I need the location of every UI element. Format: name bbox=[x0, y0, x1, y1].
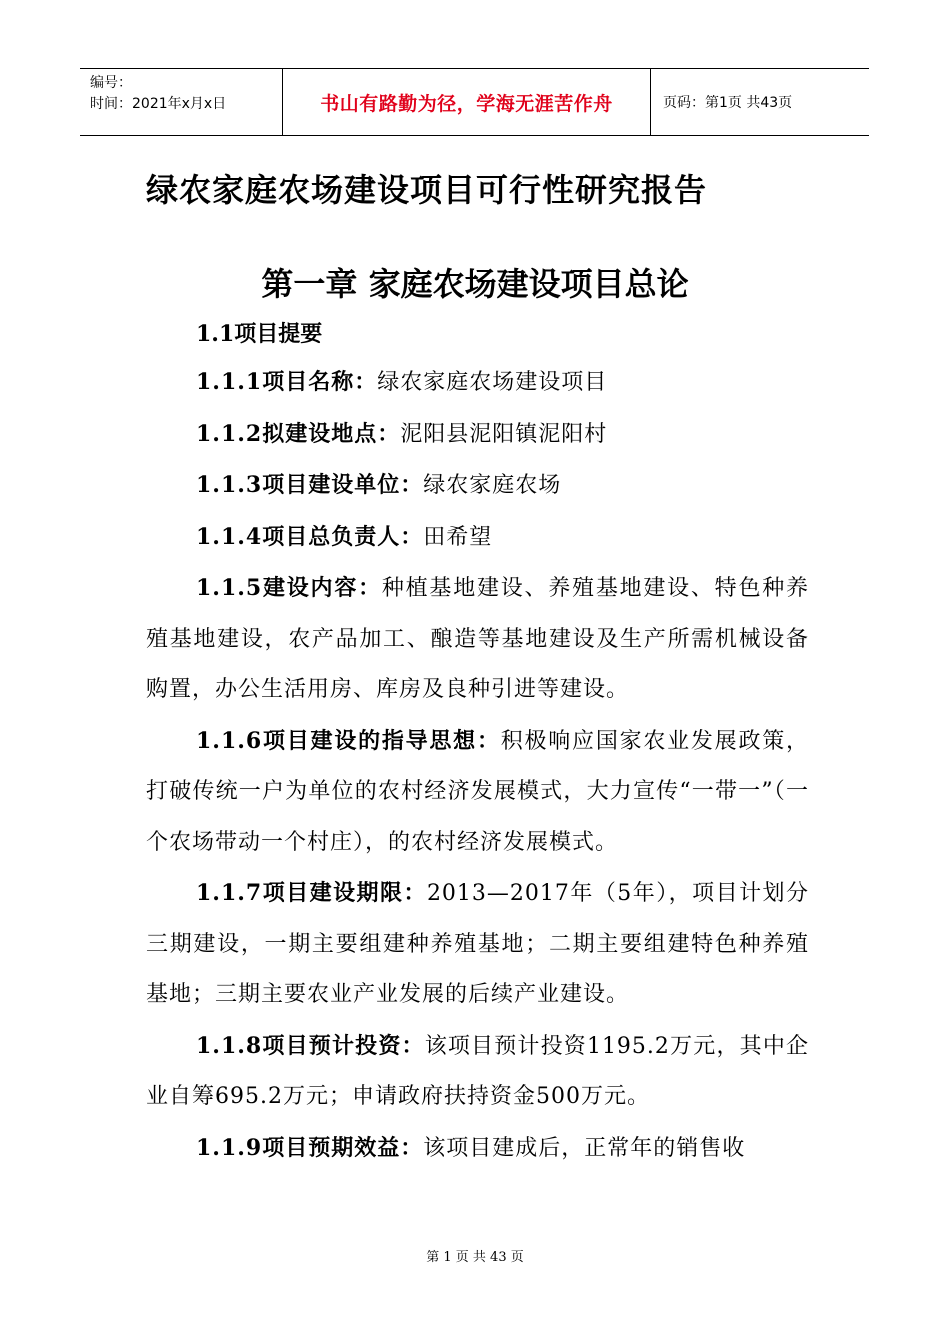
page-footer: 第 1 页 共 43 页 bbox=[426, 1250, 524, 1265]
item-paragraph bbox=[146, 563, 809, 716]
header-meta bbox=[80, 69, 282, 135]
document-title: 绿农家庭农场建设项目可行性研究报告 bbox=[146, 171, 708, 209]
item-paragraph bbox=[146, 1123, 809, 1175]
item-label: 1.1.6项目建设的指导思想： bbox=[196, 727, 501, 754]
item-paragraph bbox=[146, 460, 809, 512]
page-header bbox=[80, 68, 869, 136]
document-time: 时间：2021年x月x日 bbox=[90, 96, 227, 112]
item-label: 1.1.8项目预计投资： bbox=[196, 1032, 425, 1059]
header-page-info: 页码：第1页 共43页 bbox=[663, 95, 793, 111]
item-paragraph bbox=[146, 868, 809, 1021]
item-text: 绿农家庭农场建设项目 bbox=[377, 370, 608, 395]
section-heading: 1.1项目提要 bbox=[196, 321, 323, 347]
item-label: 1.1.3项目建设单位： bbox=[196, 472, 424, 498]
item-paragraph bbox=[146, 512, 809, 564]
item-text: 该项目建成后，正常年的销售收 bbox=[423, 1135, 746, 1161]
item-text: 绿农家庭农场 bbox=[423, 473, 562, 498]
item-text: 田希望 bbox=[423, 524, 493, 550]
item-text: 积极响应国家农业发展政策，打破传统一户为单位的农村经济发展模式，大力宣传“一带一”（一个农场带动一个村庄），的农村经济发展模式。 bbox=[146, 728, 809, 855]
item-label: 1.1.4项目总负责人： bbox=[196, 523, 424, 550]
chapter-title: 第一章 家庭农场建设项目总论 bbox=[261, 265, 689, 303]
item-label: 1.1.7项目建设期限： bbox=[196, 880, 427, 906]
item-paragraph bbox=[146, 716, 809, 869]
item-label: 1.1.9项目预期效益： bbox=[196, 1134, 424, 1161]
item-paragraph bbox=[146, 1021, 809, 1123]
body-text bbox=[146, 357, 809, 1174]
item-text: 2013—2017年（5年），项目计划分三期建设，一期主要组建种养殖基地；二期主要组建特色种养殖基地；三期主要农业产业发展的后续产业建设。 bbox=[146, 881, 809, 1007]
header-motto-cell bbox=[282, 69, 651, 135]
item-paragraph bbox=[146, 409, 809, 461]
item-label: 1.1.2拟建设地点： bbox=[196, 420, 401, 447]
item-text: 泥阳县泥阳镇泥阳村 bbox=[400, 421, 608, 447]
header-motto: 书山有路勤为径，学海无涯苦作舟 bbox=[320, 92, 613, 115]
item-label: 1.1.1项目名称： bbox=[196, 369, 378, 395]
item-label: 1.1.5建设内容： bbox=[196, 575, 382, 601]
item-text: 种植基地建设、养殖基地建设、特色种养殖基地建设，农产品加工、酿造等基地建设及生产所需机械设备购置，办公生活用房、库房及良种引进等建设。 bbox=[146, 576, 809, 702]
document-number: 编号： bbox=[90, 75, 132, 91]
item-paragraph bbox=[146, 357, 809, 409]
item-text: 该项目预计投资1195.2万元，其中企业自筹695.2万元；申请政府扶持资金500万元。 bbox=[146, 1033, 809, 1109]
